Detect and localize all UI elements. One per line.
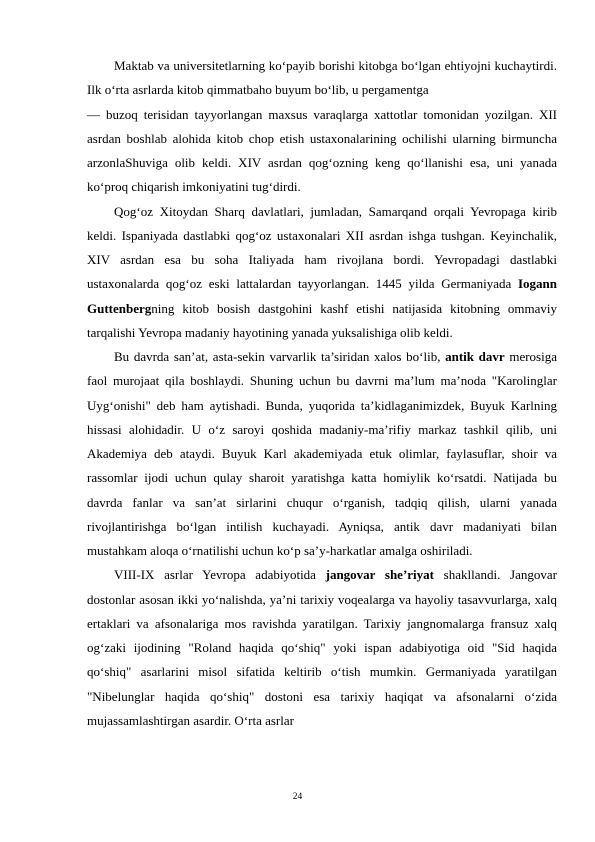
bold-term-guttenberg: Iogann Guttenberg xyxy=(87,276,557,316)
bold-term-jangovar-sheriyat: jangovar she’riyat xyxy=(325,567,434,583)
paragraph-4-text-start: Bu davrda san’at, asta-sekin varvarlik ta’siridan xalos bo‘lib, xyxy=(114,349,446,364)
paragraph-1: Maktab va universitetlarning ko‘payib borishi kitobga bo‘lgan ehtiyojni kuchaytirdi. Ilk o‘rta asrlarda kitob qimmatbaho buyum bo‘lib, u pergamentga xyxy=(87,58,557,98)
paragraph-4 xyxy=(87,345,557,563)
bold-term-antik-davr: antik davr xyxy=(445,349,505,364)
paragraph-5-text-start: VIII-IX asrlar Yevropa adabiyotida xyxy=(114,567,326,583)
paragraph-2: — buzoq terisidan tayyorlangan maxsus varaqlarga xattotlar tomonidan yozilgan. XII asrdan boshlab alohida kitob chop etish ustaxonalarining ochilishi ularning birmuncha arzonlaShuviga olib keldi. XIV asrdan qog‘ozning keng qo‘llanishi esa, uni yanada ko‘proq chiqarish imkoniyatini tug‘dirdi. xyxy=(87,106,557,195)
paragraph-4-text-end: merosiga faol murojaat qila boshlaydi. Shuning uchun bu davrni ma’lum ma’noda "Karolinglar Uyg‘onishi" deb ham aytishadi. Bunda, yuqorida ta’kidlaganimizdek, Buyuk Karlning hissasi alohidadir. U o‘z saroyi qoshida madaniy-ma’rifiy markaz tashkil qilib, uni Akademiya deb ataydi. Buyuk Karl akademiyada etuk olimlar, faylasuflar, shoir va rassomlar ijodi uchun qulay sharoit yaratishga katta homiylik ko‘rsatdi. Natijada bu davrda fanlar va san’at sirlarini chuqur o‘rganish, tadqiq qilish, ularni yanada rivojlantirishga bo‘lgan intilish kuchayadi. Ayniqsa, antik davr madaniyati bilan mustahkam aloqa o‘rnatilishi uchun ko‘p sa’y-harkatlar amalga oshiriladi. xyxy=(87,349,557,558)
paragraph-3-text-start: Qog‘oz Xitoydan Sharq davlatlari, jumladan, Samarqand orqali Yevropaga kirib keldi. Ispaniyada dastlabki qog‘oz ustaxonalari XII asrdan ishga tushgan. Keyinchalik, XIV asrdan esa bu soha Italiyada ham rivojlana bordi. Yevropadagi dastlabki ustaxonalarda qog‘oz eski lattalardan tayyorlangan. 1445 yilda Germaniyada xyxy=(87,203,557,292)
paragraph-5-text-end: shakllandi. Jangovar dostonlar asosan ikki yo‘nalishda, ya’ni tarixiy voqealarga va hayoliy tasavvurlarga, xalq ertaklari va afsonalariga mos ravishda yaratilgan. Tarixiy jangnomalarga fransuz xalq og‘zaki ijodining "Roland haqida qo‘shiq" yoki ispan adabiyotiga oid "Sid haqida qo‘shiq" asarlarini misol sifatida keltirib o‘tish mumkin. Germaniyada yaratilgan "Nibelunglar haqida qo‘shiq" dostoni esa tarixiy haqiqat va afsonalarni o‘zida mujassamlashtirgan asardir. O‘rta asrlar xyxy=(87,567,557,728)
paragraph-3-text-end: ning kitob bosish dastgohini kashf etishi natijasida kitobning ommaviy tarqalishi Yevropa madaniy hayotining yanada yuksalishiga olib keldi. xyxy=(87,300,557,340)
paragraph-3 xyxy=(87,200,557,346)
page-body xyxy=(87,54,557,733)
page-number: 24 xyxy=(292,792,303,802)
paragraph-5 xyxy=(87,563,557,733)
